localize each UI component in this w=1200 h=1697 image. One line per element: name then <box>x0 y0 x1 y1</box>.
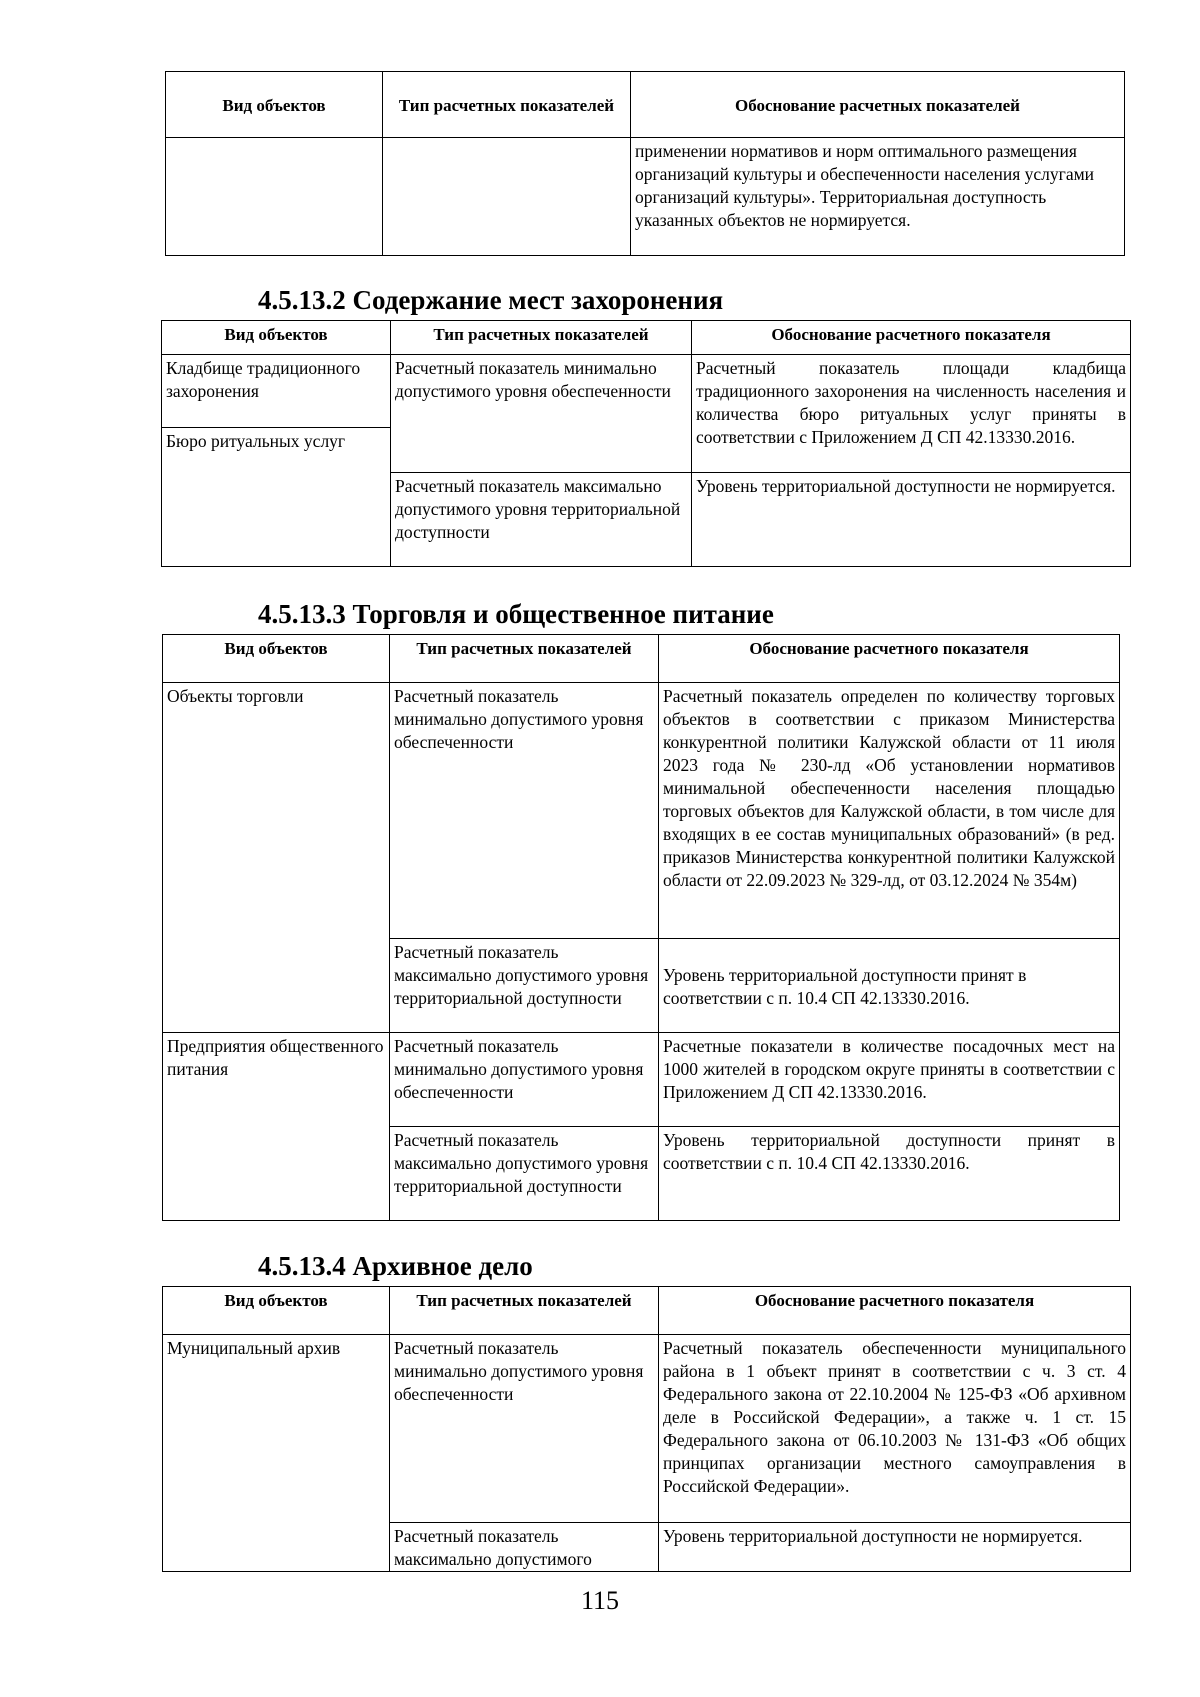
empty-cell <box>383 138 631 256</box>
header-object-type: Вид объектов <box>163 1287 390 1335</box>
header-object-type: Вид объектов <box>162 321 391 355</box>
header-indicator-type: Тип расчетных показателей <box>390 635 659 683</box>
header-indicator-type: Тип расчетных показателей <box>391 321 692 355</box>
header-indicator-type: Тип расчетных показателей <box>383 72 631 138</box>
indicator-type: Расчетный показатель минимально допустимого уровня обеспеченности <box>390 1335 659 1523</box>
header-justification: Обоснование расчетного показателя <box>659 635 1120 683</box>
section-title: 4.5.13.3 Торговля и общественное питание <box>258 599 774 629</box>
header-object-type: Вид объектов <box>166 72 383 138</box>
justification: Расчетный показатель определен по количеству торговых объектов в соответствии с приказом Министерства конкурентной политики Калужской области от 11 июля 2023 года № 230-лд «Об установлении нормативов минимальной обеспеченности населения площадью торговых объектов для Калужской области, в том числе для входящих в ее состав муниципальных образований» (в ред. приказов Министерства конкурентной политики Калужской области от 22.09.2023 № 329-лд, от 03.12.2024 № 354м) <box>659 683 1120 939</box>
object-cemetery: Кладбище традиционного захоронения <box>166 358 361 401</box>
continued-table <box>165 71 1125 256</box>
object-archive: Муниципальный архив <box>163 1335 390 1572</box>
indicator-type: Расчетный показатель минимально допустимого уровня обеспеченности <box>390 1033 659 1127</box>
justification: Уровень территориальной доступности принят в соответствии с п. 10.4 СП 42.13330.2016. <box>659 1127 1120 1221</box>
continued-text: применении нормативов и норм оптимального размещения организаций культуры и обеспеченности населения услугами организаций культуры». Территориальная доступность указанных объектов не нормируется. <box>631 138 1125 256</box>
indicator-type: Расчетный показатель максимально допустимого уровня территориальной доступности <box>390 1127 659 1221</box>
object-trade: Объекты торговли <box>163 683 390 1033</box>
section-title: 4.5.13.4 Архивное дело <box>258 1251 533 1281</box>
justification: Расчетный показатель обеспеченности муниципального района в 1 объект принят в соответствии с ч. 3 ст. 4 Федерального закона от 22.10.2004 № 125-ФЗ «Об архивном деле в Российской Федерации», а также ч. 1 ст. 15 Федерального закона от 06.10.2003 № 131-ФЗ «Об общих принципах организации местного самоуправления в Российской Федерации». <box>659 1335 1131 1523</box>
indicator-type: Расчетный показатель максимально допустимого уровня территориальной доступности <box>390 939 659 1033</box>
justification: Уровень территориальной доступности не нормируется. <box>692 473 1131 567</box>
justification: Уровень территориальной доступности не нормируется. <box>659 1523 1131 1572</box>
object-cell <box>162 355 391 567</box>
object-funeral-bureau: Бюро ритуальных услуг <box>162 427 390 453</box>
indicator-type: Расчетный показатель минимально допустимого уровня обеспеченности <box>390 683 659 939</box>
justification: Расчетные показатели в количестве посадочных мест на 1000 жителей в городском округе приняты в соответствии с Приложением Д СП 42.13330.2016. <box>659 1033 1120 1127</box>
justification: Уровень территориальной доступности принят в соответствии с п. 10.4 СП 42.13330.2016. <box>659 939 1120 1033</box>
indicator-type: Расчетный показатель минимально допустимого уровня обеспеченности <box>391 355 692 473</box>
empty-cell <box>166 138 383 256</box>
header-justification: Обоснование расчетного показателя <box>692 321 1131 355</box>
indicator-type: Расчетный показатель максимально допустимого <box>390 1523 659 1572</box>
section-title: 4.5.13.2 Содержание мест захоронения <box>258 285 724 315</box>
object-catering: Предприятия общественного питания <box>163 1033 390 1221</box>
page-number: 115 <box>580 1586 620 1615</box>
header-object-type: Вид объектов <box>163 635 390 683</box>
indicator-type: Расчетный показатель максимально допустимого уровня территориальной доступности <box>391 473 692 567</box>
archive-table <box>162 1286 1131 1572</box>
header-justification: Обоснование расчетных показателей <box>631 72 1125 138</box>
justification: Расчетный показатель площади кладбища традиционного захоронения на численность населения и количества бюро ритуальных услуг приняты в соответствии с Приложением Д СП 42.13330.2016. <box>692 355 1131 473</box>
header-justification: Обоснование расчетного показателя <box>659 1287 1131 1335</box>
header-indicator-type: Тип расчетных показателей <box>390 1287 659 1335</box>
trade-table <box>162 634 1120 1221</box>
burial-table <box>161 320 1131 567</box>
